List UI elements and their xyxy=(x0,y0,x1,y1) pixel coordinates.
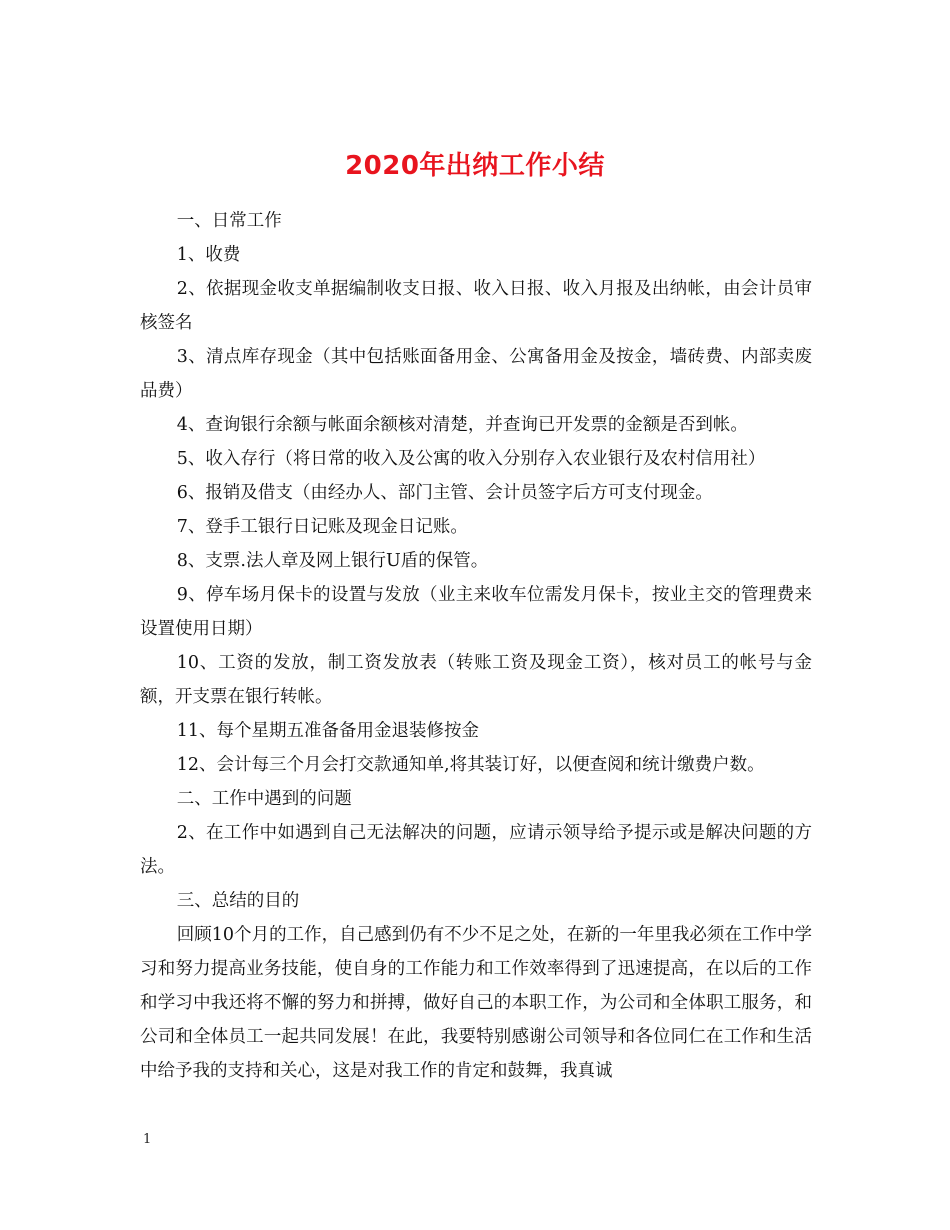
list-item: 1、收费 xyxy=(176,245,241,265)
document-body xyxy=(140,204,812,1088)
list-item: 11、每个星期五准备备用金退装修按金 xyxy=(176,721,480,741)
list-item: 10、工资的发放，制工资发放表（转账工资及现金工资），核对员工的帐号与金额，开支票在银行转帐。 xyxy=(140,653,812,707)
summary-paragraph: 回顾10个月的工作，自己感到仍有不少不足之处，在新的一年里我必须在工作中学习和努力提高业务技能，使自身的工作能力和工作效率得到了迅速提高，在以后的工作和学习中我还将不懈的努力和拼搏，做好自己的本职工作，为公司和全体职工服务，和公司和全体员工一起共同发展！在此，我要特别感谢公司领导和各位同仁在工作和生活中给予我的支持和关心，这是对我工作的肯定和鼓舞，我真诚 xyxy=(140,925,812,1081)
list-item: 4、查询银行余额与帐面余额核对清楚，并查询已开发票的金额是否到帐。 xyxy=(176,415,748,435)
list-item: 3、清点库存现金（其中包括账面备用金、公寓备用金及按金，墙砖费、内部卖废品费） xyxy=(140,347,812,401)
document-title: 2020年出纳工作小结 xyxy=(345,151,605,182)
section-heading-purpose: 三、总结的目的 xyxy=(176,891,300,911)
section-heading-problems: 二、工作中遇到的问题 xyxy=(176,789,352,809)
list-item: 7、登手工银行日记账及现金日记账。 xyxy=(176,517,468,537)
section-heading-daily-work: 一、日常工作 xyxy=(176,211,282,231)
list-item: 5、收入存行（将日常的收入及公寓的收入分别存入农业银行及农村信用社） xyxy=(176,449,766,469)
list-item: 12、会计每三个月会打交款通知单,将其装订好，以便查阅和统计缴费户数。 xyxy=(176,755,765,775)
list-item: 9、停车场月保卡的设置与发放（业主来收车位需发月保卡，按业主交的管理费来设置使用日期） xyxy=(140,585,812,639)
list-item: 2、依据现金收支单据编制收支日报、收入日报、收入月报及出纳帐，由会计员审核签名 xyxy=(140,279,812,333)
list-item: 2、在工作中如遇到自己无法解决的问题，应请示领导给予提示或是解决问题的方法。 xyxy=(140,823,812,877)
list-item: 6、报销及借支（由经办人、部门主管、会计员签字后方可支付现金。 xyxy=(176,483,713,503)
list-item: 8、支票.法人章及网上银行U盾的保管。 xyxy=(176,551,489,571)
page-number: 1 xyxy=(143,1132,152,1147)
